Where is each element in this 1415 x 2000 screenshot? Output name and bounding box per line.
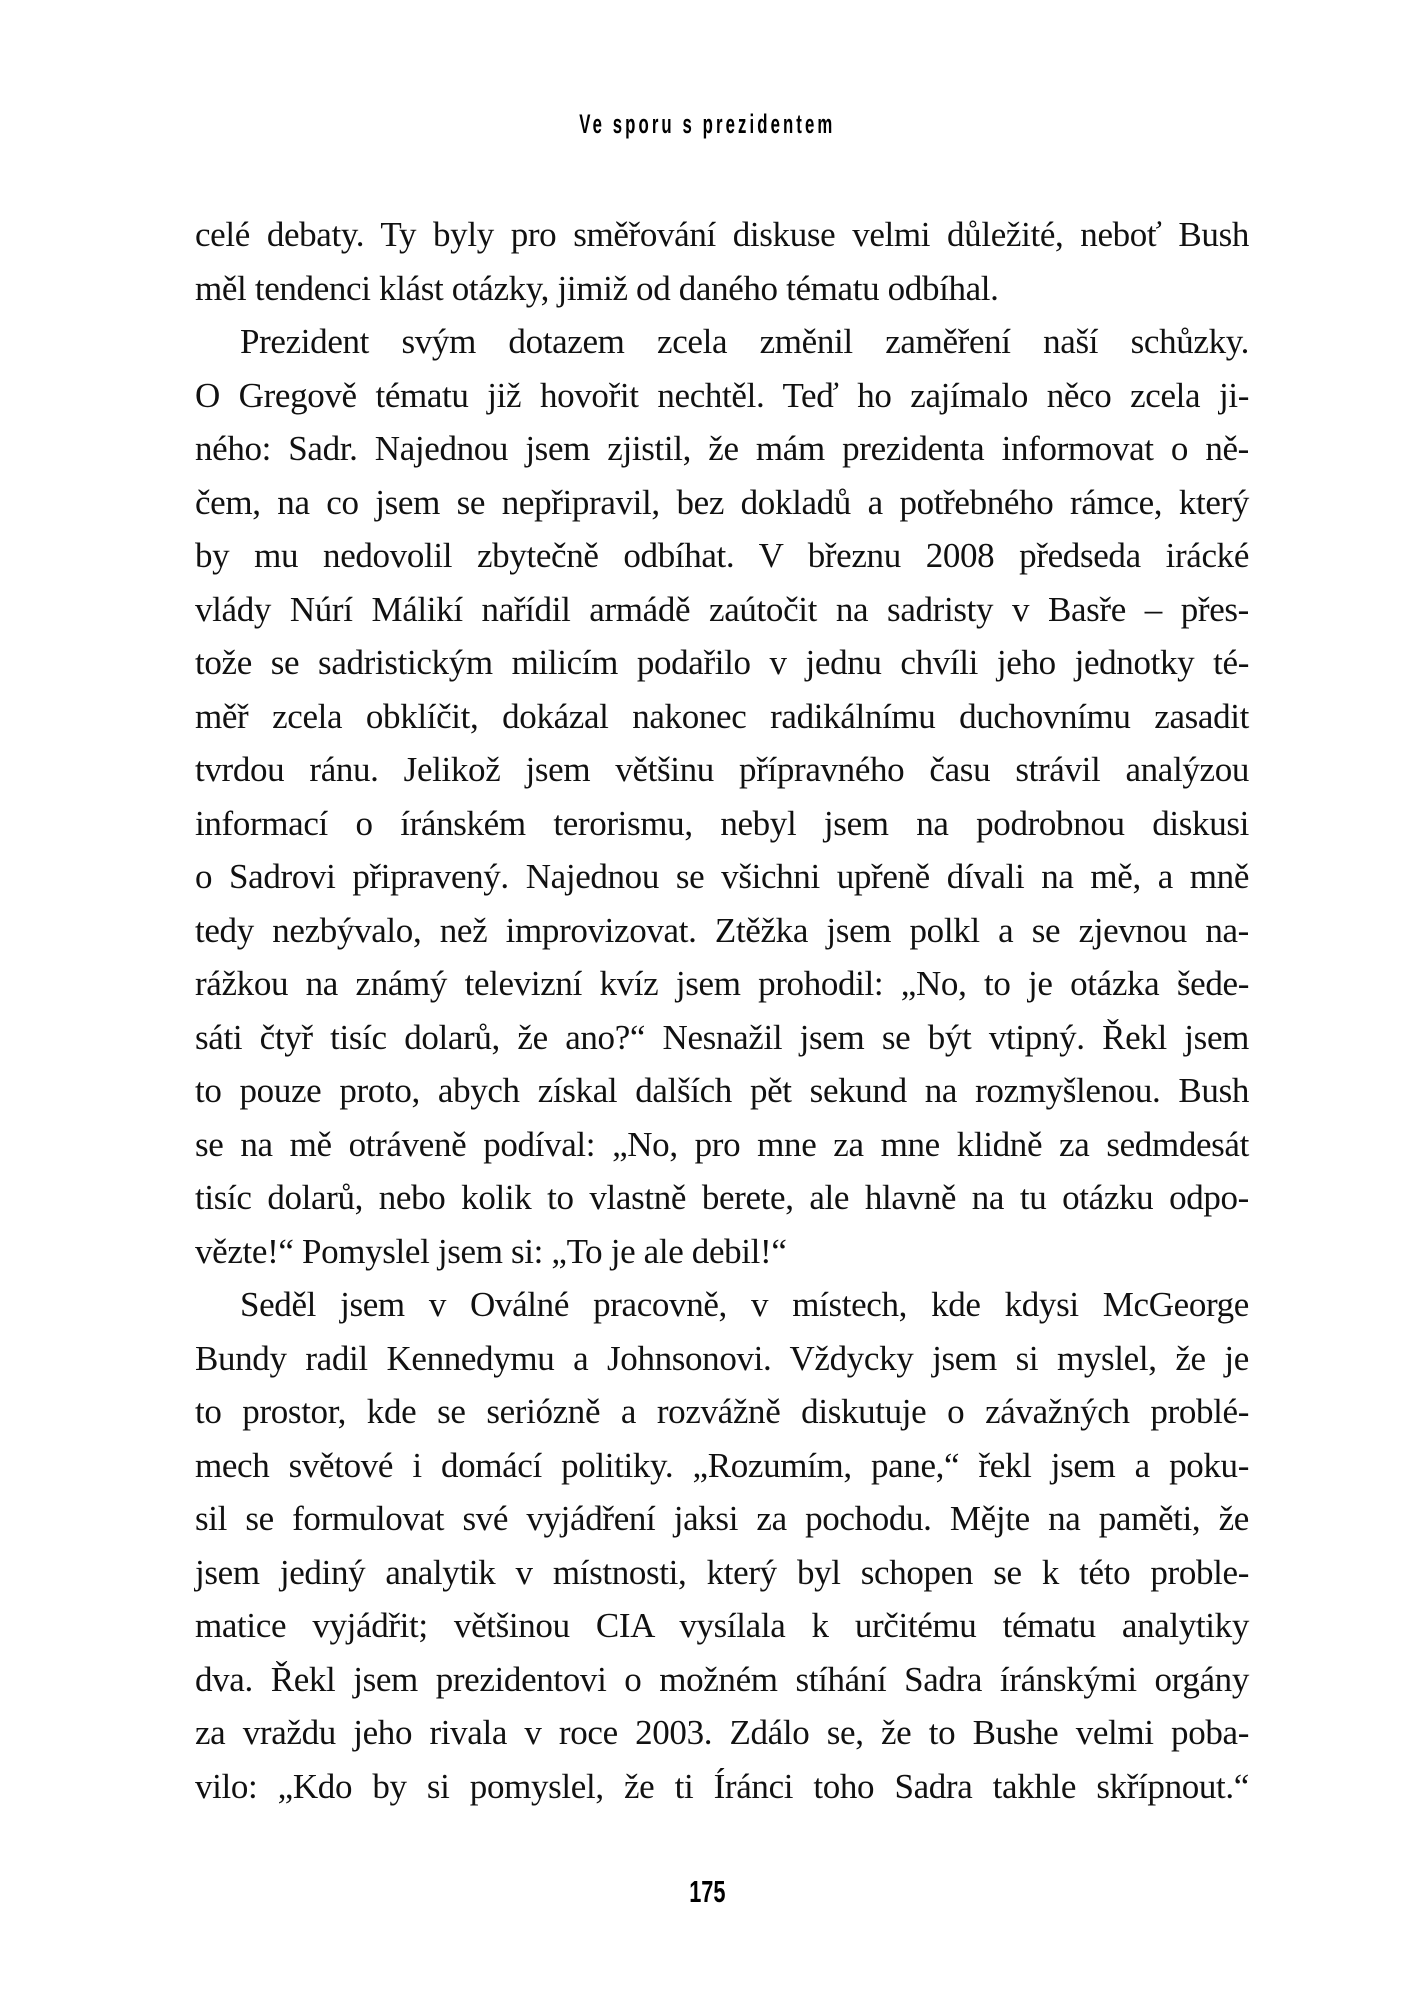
paragraph-first-line: Prezident svým dotazem zcela změnil zaměření naší schůzky.	[240, 322, 1249, 361]
text-line: Bundy radil Kennedymu a Johnsonovi. Vždycky jsem si myslel, že je	[195, 1338, 1249, 1378]
text-line: mech světové i domácí politiky. „Rozumím, pane,“ řekl jsem a poku-	[195, 1445, 1249, 1485]
text-line: sáti čtyř tisíc dolarů, že ano?“ Nesnažil jsem se být vtipný. Řekl jsem	[195, 1017, 1249, 1057]
page-number: 175	[689, 1874, 726, 1909]
text-line: to pouze proto, abych získal dalších pět sekund na rozmyšlenou. Bush	[195, 1071, 1249, 1110]
text-line: tože se sadristickým milicím podařilo v jednu chvíli jeho jednotky té-	[195, 643, 1249, 682]
text-line: tedy nezbývalo, než improvizovat. Ztěžka jsem polkl a se zjevnou na-	[195, 910, 1249, 950]
text-line: O Gregově tématu již hovořit nechtěl. Teď ho zajímalo něco zcela ji-	[195, 375, 1249, 415]
text-line: by mu nedovolil zbytečně odbíhat. V březnu 2008 předseda irácké	[195, 536, 1249, 575]
text-line: čem, na co jsem se nepřipravil, bez dokladů a potřebného rámce, který	[195, 482, 1249, 522]
text-line: vilo: „Kdo by si pomyslel, že ti Íránci toho Sadra takhle skřípnout.“	[195, 1766, 1249, 1806]
text-line: jsem jediný analytik v místnosti, který byl schopen se k této proble-	[195, 1552, 1249, 1592]
text-line: o Sadrovi připravený. Najednou se všichni upřeně dívali na mě, a mně	[195, 857, 1249, 896]
text-line: celé debaty. Ty byly pro směřování diskuse velmi důležité, neboť Bush	[195, 215, 1249, 254]
text-line: měř zcela obklíčit, dokázal nakonec radikálnímu duchovnímu zasadit	[195, 696, 1249, 736]
text-line: za vraždu jeho rivala v roce 2003. Zdálo se, že to Bushe velmi poba-	[195, 1713, 1249, 1752]
text-line: to prostor, kde se seriózně a rozvážně diskutuje o závažných problé-	[195, 1392, 1249, 1431]
text-line: sil se formulovat své vyjádření jaksi za pochodu. Mějte na paměti, že	[195, 1499, 1249, 1538]
text-line: ného: Sadr. Najednou jsem zjistil, že mám prezidenta informovat o ně-	[195, 429, 1249, 468]
text-line: matice vyjádřit; většinou CIA vysílala k určitému tématu analytiky	[195, 1606, 1249, 1645]
text-line: vlády Núrí Málikí nařídil armádě zaútočit na sadristy v Basře – přes-	[195, 589, 1249, 629]
text-line: se na mě otráveně podíval: „No, pro mne za mne klidně za sedmdesát	[195, 1124, 1249, 1164]
text-line: dva. Řekl jsem prezidentovi o možném stíhání Sadra íránskými orgány	[195, 1659, 1249, 1699]
text-line: tisíc dolarů, nebo kolik to vlastně berete, ale hlavně na tu otázku odpo-	[195, 1178, 1249, 1217]
text-line: rážkou na známý televizní kvíz jsem prohodil: „No, to je otázka šede-	[195, 964, 1249, 1003]
paragraph-first-line: Seděl jsem v Oválné pracovně, v místech, kde kdysi McGeorge	[240, 1285, 1249, 1324]
text-line: měl tendenci klást otázky, jimiž od daného tématu odbíhal.	[195, 268, 999, 308]
body-text	[195, 208, 1249, 1813]
text-line: informací o íránském terorismu, nebyl jsem na podrobnou diskusi	[195, 803, 1249, 843]
running-header: Ve sporu s prezidentem	[579, 109, 836, 139]
text-line: tvrdou ránu. Jelikož jsem většinu přípravného času strávil analýzou	[195, 750, 1249, 789]
text-line: vězte!“ Pomyslel jsem si: „To je ale debil!“	[195, 1231, 787, 1271]
